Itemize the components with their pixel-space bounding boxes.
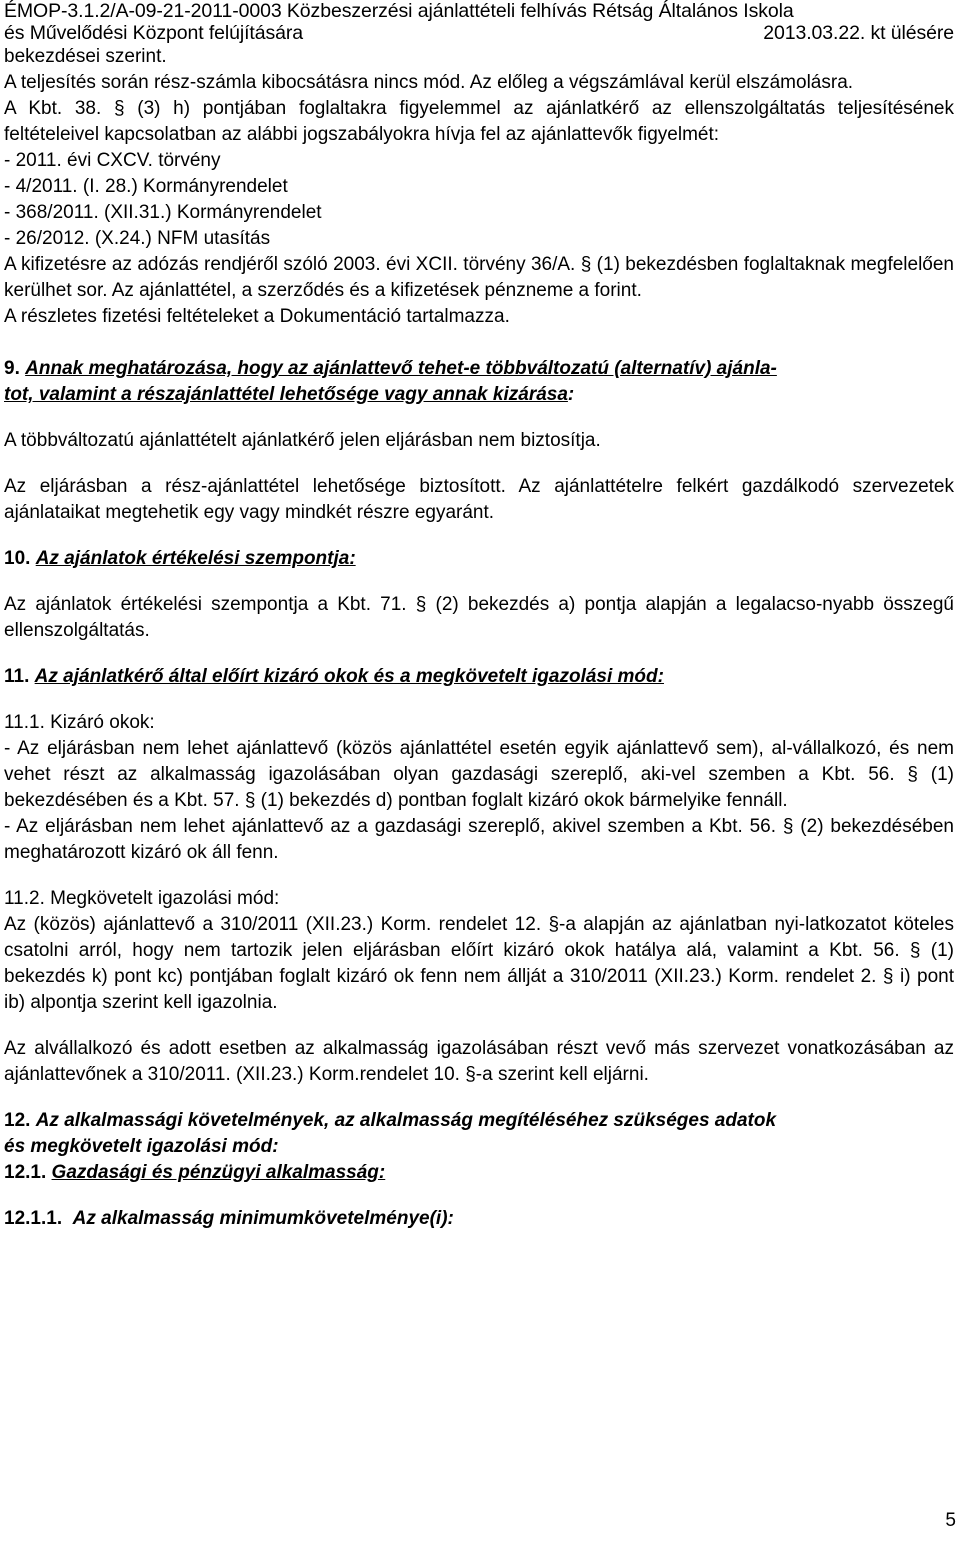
page-number: 5 — [945, 1510, 956, 1531]
section-12-1-number: 12.1. — [4, 1162, 47, 1183]
paragraph-bekezdesei: bekezdései szerint. — [4, 46, 167, 67]
header-meeting-date: 2013.03.22. kt ülésére — [763, 22, 954, 44]
paragraph-kbt38: A Kbt. 38. § (3) h) pontjában foglaltakra figyelemmel az ajánlatkérő az ellenszolgáltatás teljesítésének feltételeivel kapcsolatban az alábbi jogszabályokra hívja fel az ajánlattevők figyelmét: — [4, 98, 954, 145]
section-9-paragraph-2: Az eljárásban a rész-ajánlattétel lehetősége biztosított. Az ajánlattételre felkért gazdálkodó szervezetek ajánlataikat megtehetik egy vagy mindkét részre egyaránt. — [4, 476, 954, 523]
section-11-heading — [4, 664, 954, 690]
section-11-1-paragraph-2: - Az eljárásban nem lehet ajánlattevő az a gazdasági szereplő, akivel szemben a Kbt. 56. § (2) bekezdésében meghatározott kizáró ok áll fenn. — [4, 816, 954, 863]
section-12-1-1-heading — [4, 1206, 954, 1232]
section-12-number: 12. — [4, 1110, 31, 1131]
header-project-subject: és Művelődési Központ felújítására — [4, 22, 304, 44]
section-10-heading — [4, 546, 954, 572]
law-item: - 4/2011. (I. 28.) Kormányrendelet — [4, 176, 288, 197]
section-11-number: 11. — [4, 666, 30, 687]
section-12-1-title: Gazdasági és pénzügyi alkalmasság: — [51, 1162, 386, 1183]
section-9-number: 9. — [4, 358, 20, 379]
section-11-2-paragraph-1: Az (közös) ajánlattevő a 310/2011 (XII.23.) Korm. rendelet 12. §-a alapján az ajánlatban nyi-latkozatot köteles csatolni arról, hogy nem tartozik jelen eljárásban előírt kizáró okok hatálya alá, valamint a Kbt. 56. § (1) bekezdés k) pont kc) pontjában foglalt kizáró ok fenn nem állját a 310/2011 (XII.23.) Korm. rendelet 2. § i) pont ib) alpontja szerint kell igazolnia. — [4, 914, 954, 1013]
section-10-paragraph-1: Az ajánlatok értékelési szempontja a Kbt. 71. § (2) bekezdés a) pontja alapján a legalacso-nyabb összegű ellenszolgáltatás. — [4, 594, 954, 641]
section-12-1-heading — [4, 1160, 954, 1186]
section-12-title-line1: Az alkalmassági követelmények, az alkalmasság megítéléséhez szükséges adatok — [35, 1110, 777, 1131]
section-11-2-title: 11.2. Megkövetelt igazolási mód: — [4, 888, 280, 909]
section-12-1-1-title: Az alkalmasság minimumkövetelménye(i): — [72, 1208, 454, 1229]
paragraph-kifizetes: A kifizetésre az adózás rendjéről szóló 2003. évi XCII. törvény 36/A. § (1) bekezdésben foglaltaknak megfelelően kerülhet sor. Az ajánlattétel, a szerződés és a kifizetések pénzneme a forint. — [4, 254, 954, 301]
paragraph-reszletes: A részletes fizetési feltételeket a Dokumentáció tartalmazza. — [4, 306, 510, 327]
section-9-paragraph-1: A többváltozatú ajánlattételt ajánlatkérő jelen eljárásban nem biztosítja. — [4, 430, 601, 451]
page-header — [4, 0, 954, 44]
section-9-title-line2: tot, valamint a részajánlattétel lehetősége vagy annak kizárása — [4, 384, 568, 405]
section-11-1-title: 11.1. Kizáró okok: — [4, 712, 155, 733]
section-12-1-1-number: 12.1.1. — [4, 1208, 63, 1229]
law-item: - 26/2012. (X.24.) NFM utasítás — [4, 228, 271, 249]
header-line-1: ÉMOP-3.1.2/A-09-21-2011-0003 Közbeszerzési ajánlattételi felhívás Rétság Általános Iskola — [4, 0, 794, 22]
law-item: - 368/2011. (XII.31.) Kormányrendelet — [4, 202, 322, 223]
section-11-2-paragraph-2: Az alvállalkozó és adott esetben az alkalmasság igazolásában részt vevő más szervezet vonatkozásában az ajánlattevőnek a 310/2011. (XII.23.) Korm.rendelet 10. §-a szerint kell eljárni. — [4, 1038, 954, 1085]
document-page — [4, 0, 954, 1232]
section-9-title-line1: Annak meghatározása, hogy az ajánlattevő tehet-e többváltozatú (alternatív) ajánla- — [25, 358, 777, 379]
section-9-colon: : — [567, 384, 575, 405]
header-line-2 — [4, 22, 954, 44]
paragraph-teljesites: A teljesítés során rész-számla kibocsátásra nincs mód. Az előleg a végszámlával kerül elszámolásra. — [4, 72, 854, 93]
section-10-number: 10. — [4, 548, 31, 569]
section-9-heading — [4, 356, 954, 408]
section-10-title: Az ajánlatok értékelési szempontja: — [35, 548, 356, 569]
section-12-heading — [4, 1108, 954, 1160]
section-11-title: Az ajánlatkérő által előírt kizáró okok és a megkövetelt igazolási mód: — [34, 666, 664, 687]
section-12-title-line2: és megkövetelt igazolási mód: — [4, 1136, 279, 1157]
section-11-1-paragraph-1: - Az eljárásban nem lehet ajánlattevő (közös ajánlattétel esetén egyik ajánlattevő sem), al-vállalkozó, és nem vehet részt az alkalmasság igazolásában olyan gazdasági szereplő, aki-vel szemben a Kbt. 56. § (1) bekezdésében és a Kbt. 57. § (1) bekezdés d) pontban foglalt kizáró okok bármelyike fennáll. — [4, 738, 954, 811]
law-item: - 2011. évi CXCV. törvény — [4, 150, 221, 171]
